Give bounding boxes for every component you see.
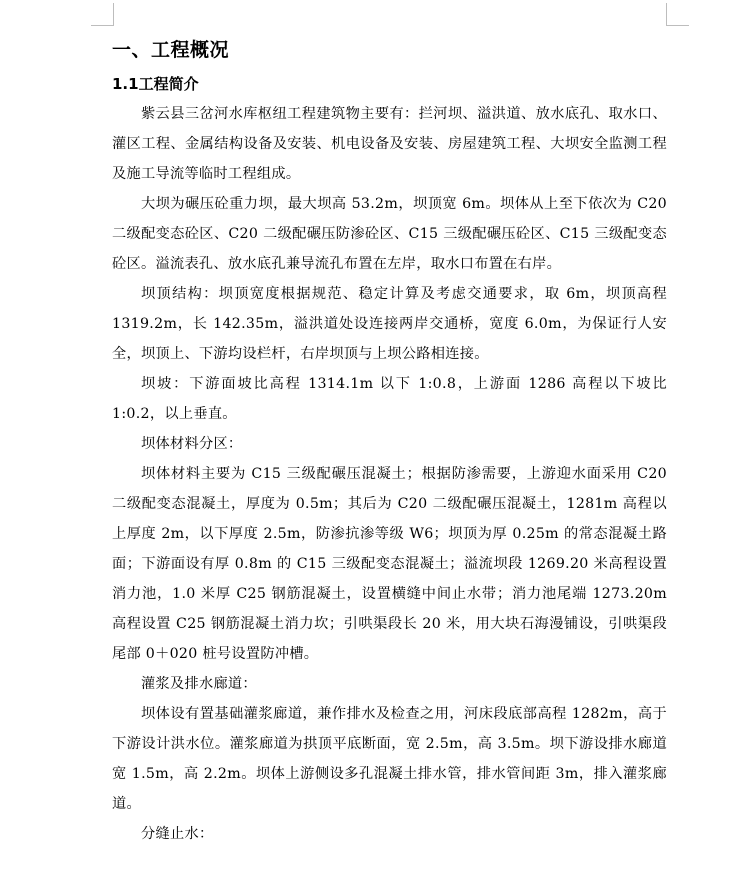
paragraph-material-zoning-title: 坝体材料分区： <box>141 436 243 452</box>
section-heading: 一、工程概况 <box>112 39 230 61</box>
paragraph-overview: 紫云县三岔河水库枢纽工程建筑物主要有：拦河坝、溢洪道、放水底孔、取水口、灌区工程、金属结构设备及安装、机电设备及安装、房屋建筑工程、大坝安全监测工程及施工导流等临时工程组成。 <box>112 106 667 182</box>
crop-mark-top-right <box>666 3 689 26</box>
paragraph-material-zoning: 坝体材料主要为 C15 三级配碾压混凝土；根据防渗需要，上游迎水面采用 C20 二级配变态混凝土，厚度为 0.5m；其后为 C20 二级配碾压混凝土，1281m 高程以上厚度 2m，以下厚度 2.5m，防渗抗渗等级 W6；坝顶为厚 0.25m 的常态混凝土路面；下游面设有厚 0.8m 的 C15 三级配变态混凝土；溢流坝段 1269.20 米高程设置消力池，1.0 米厚 C25 钢筋混凝土，设置横缝中间止水带；消力池尾端 1273.20m 高程设置 C25 钢筋混凝土消力坎；引哄渠段长 20 米，用大块石海漫铺设，引哄渠段尾部 0＋020 桩号设置防冲槽。 <box>112 466 667 662</box>
crop-mark-top-left <box>91 3 114 26</box>
paragraph-dam-type: 大坝为碾压砼重力坝，最大坝高 53.2m，坝顶宽 6m。坝体从上至下依次为 C20 二级配变态砼区、C20 二级配碾压防渗砼区、C15 三级配碾压砼区、C15 三级配变态砼区。溢流表孔、放水底孔兼导流孔布置在左岸，取水口布置在右岸。 <box>112 196 667 272</box>
subsection-heading: 1.1工程简介 <box>112 75 199 93</box>
paragraph-crest-structure: 坝顶结构：坝顶宽度根据规范、稳定计算及考虑交通要求，取 6m，坝顶高程 1319.2m，长 142.35m，溢洪道处设连接两岸交通桥，宽度 6.0m，为保证行人安全，坝顶上、下游均设栏杆，右岸坝顶与上坝公路相连接。 <box>112 286 667 362</box>
document-body[interactable] <box>112 33 667 849</box>
paragraph-gallery: 坝体设有置基础灌浆廊道，兼作排水及检查之用，河床段底部高程 1282m，高于下游设计洪水位。灌浆廊道为拱顶平底断面，宽 2.5m，高 3.5m。坝下游设排水廊道宽 1.5m，高 2.2m。坝体上游侧设多孔混凝土排水管，排水管间距 3m，排入灌浆廊道。 <box>112 706 667 812</box>
paragraph-joint-waterstop-title: 分缝止水： <box>141 826 214 842</box>
paragraph-dam-slope: 坝坡：下游面坡比高程 1314.1m 以下 1:0.8，上游面 1286 高程以下坡比 1:0.2，以上垂直。 <box>112 376 667 422</box>
paragraph-gallery-title: 灌浆及排水廊道： <box>141 676 257 692</box>
